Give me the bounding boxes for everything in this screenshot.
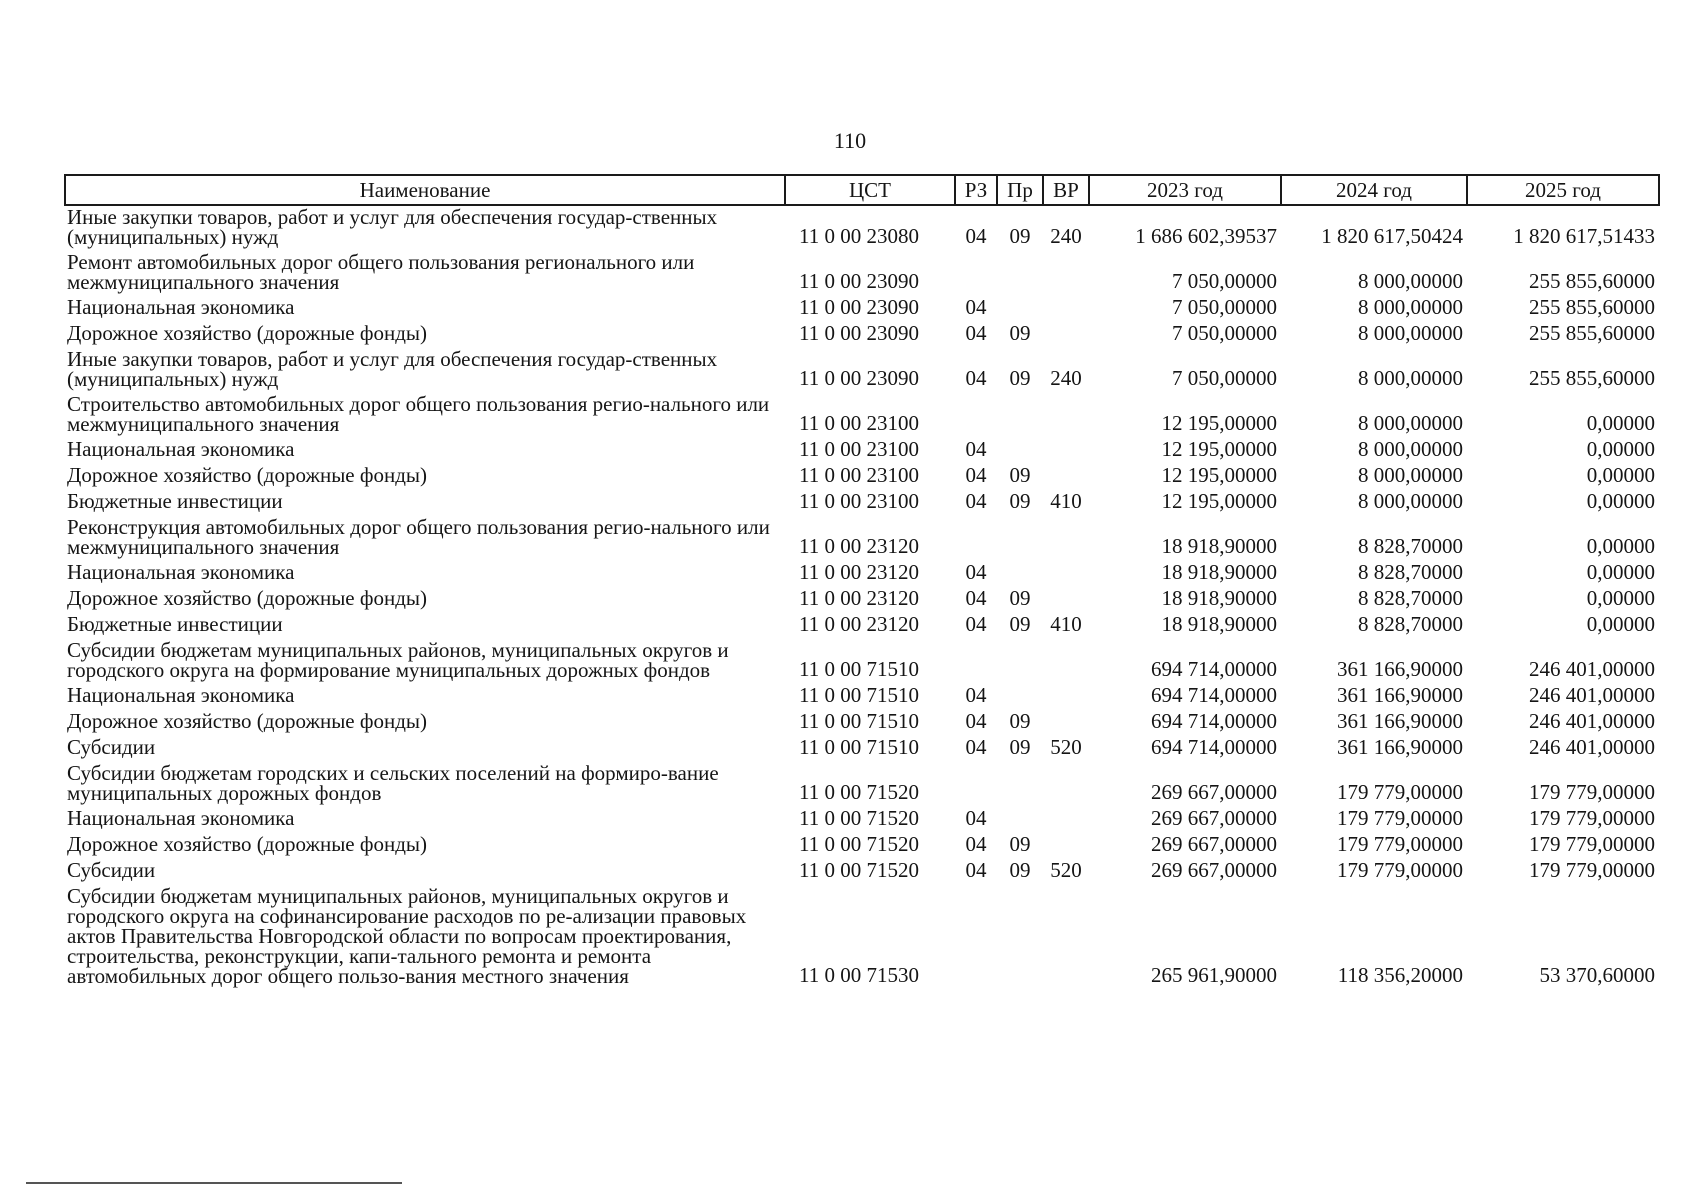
row-name: Национальная экономика — [67, 560, 295, 584]
row-pr — [997, 438, 1043, 464]
row-name: Субсидии бюджетам городских и сельских поселений на формиро-вание муниципальных дорожных фондов — [67, 761, 719, 805]
row-vr — [1043, 807, 1089, 833]
row-cst: 11 0 00 71520 — [799, 806, 919, 830]
row-value-2025: 246 401,00000 — [1529, 735, 1655, 759]
table-row — [65, 322, 1659, 348]
row-cst: 11 0 00 23100 — [799, 437, 919, 461]
row-value-2025: 0,00000 — [1586, 437, 1655, 461]
row-rz: 04 — [965, 463, 987, 487]
row-cst: 11 0 00 23090 — [799, 321, 919, 345]
row-rz — [955, 762, 997, 807]
row-value-2023: 694 714,00000 — [1151, 657, 1277, 681]
row-value-2025: 246 401,00000 — [1529, 683, 1655, 707]
row-name: Национальная экономика — [67, 683, 295, 707]
budget-table — [64, 174, 1660, 990]
row-cst: 11 0 00 23090 — [799, 269, 919, 293]
column-header-2023: 2023 год — [1089, 175, 1281, 205]
row-vr: 240 — [1050, 224, 1082, 248]
row-rz: 04 — [965, 735, 987, 759]
table-body — [65, 205, 1659, 990]
row-value-2024: 179 779,00000 — [1337, 780, 1463, 804]
row-cst: 11 0 00 23080 — [799, 224, 919, 248]
row-pr: 09 — [1009, 735, 1031, 759]
table-row — [65, 736, 1659, 762]
table-row — [65, 561, 1659, 587]
row-vr: 410 — [1050, 612, 1082, 636]
row-cst: 11 0 00 71520 — [799, 780, 919, 804]
row-vr — [1043, 561, 1089, 587]
row-value-2024: 8 000,00000 — [1358, 269, 1463, 293]
row-cst: 11 0 00 23090 — [799, 366, 919, 390]
row-vr — [1043, 516, 1089, 561]
row-pr: 09 — [1009, 612, 1031, 636]
row-vr — [1043, 710, 1089, 736]
row-pr — [997, 807, 1043, 833]
row-value-2025: 53 370,60000 — [1539, 963, 1655, 987]
row-cst: 11 0 00 23100 — [799, 489, 919, 513]
column-header-rz: РЗ — [955, 175, 997, 205]
row-pr: 09 — [1009, 321, 1031, 345]
table-row — [65, 833, 1659, 859]
row-vr: 520 — [1050, 858, 1082, 882]
row-value-2024: 8 000,00000 — [1358, 437, 1463, 461]
row-value-2023: 12 195,00000 — [1161, 463, 1277, 487]
row-value-2024: 361 166,90000 — [1337, 735, 1463, 759]
row-value-2025: 0,00000 — [1586, 560, 1655, 584]
row-pr: 09 — [1009, 224, 1031, 248]
row-name: Дорожное хозяйство (дорожные фонды) — [67, 832, 428, 856]
row-value-2023: 7 050,00000 — [1172, 269, 1277, 293]
column-header-name: Наименование — [65, 175, 785, 205]
row-cst: 11 0 00 23100 — [799, 463, 919, 487]
column-header-2024: 2024 год — [1281, 175, 1467, 205]
row-value-2024: 361 166,90000 — [1337, 657, 1463, 681]
row-pr — [997, 296, 1043, 322]
row-name: Национальная экономика — [67, 295, 295, 319]
row-pr: 09 — [1009, 586, 1031, 610]
row-value-2024: 8 828,70000 — [1358, 560, 1463, 584]
row-name: Субсидии бюджетам муниципальных районов, муниципальных округов и городского округа на софинансирование расходов по ре-ализации правовых актов Правительства Новгородской области по вопросам проектирования, строительства, реконструкции, капи-тального ремонта и ремонта автомобильных дорог общего пользо-вания местного значения — [67, 884, 747, 988]
row-rz: 04 — [965, 366, 987, 390]
table-row — [65, 205, 1659, 251]
row-cst: 11 0 00 71510 — [799, 683, 919, 707]
row-value-2024: 8 828,70000 — [1358, 612, 1463, 636]
table-row — [65, 348, 1659, 393]
row-cst: 11 0 00 71510 — [799, 657, 919, 681]
row-value-2025: 179 779,00000 — [1529, 832, 1655, 856]
row-rz — [955, 516, 997, 561]
row-value-2024: 8 000,00000 — [1358, 366, 1463, 390]
row-value-2023: 18 918,90000 — [1161, 534, 1277, 558]
table-row — [65, 490, 1659, 516]
row-value-2025: 1 820 617,51433 — [1513, 224, 1655, 248]
row-cst: 11 0 00 23100 — [799, 411, 919, 435]
column-header-2025: 2025 год — [1467, 175, 1659, 205]
row-rz: 04 — [965, 295, 987, 319]
row-cst: 11 0 00 71510 — [799, 709, 919, 733]
row-rz: 04 — [965, 612, 987, 636]
row-value-2023: 7 050,00000 — [1172, 295, 1277, 319]
row-value-2025: 179 779,00000 — [1529, 858, 1655, 882]
row-vr: 240 — [1050, 366, 1082, 390]
row-value-2025: 246 401,00000 — [1529, 709, 1655, 733]
row-value-2025: 255 855,60000 — [1529, 366, 1655, 390]
row-pr: 09 — [1009, 858, 1031, 882]
row-name: Бюджетные инвестиции — [67, 612, 283, 636]
row-name: Строительство автомобильных дорог общего пользования регио-нального или межмуниципального значения — [67, 392, 770, 436]
row-value-2025: 179 779,00000 — [1529, 806, 1655, 830]
row-name: Дорожное хозяйство (дорожные фонды) — [67, 709, 428, 733]
row-value-2025: 0,00000 — [1586, 612, 1655, 636]
row-value-2023: 7 050,00000 — [1172, 321, 1277, 345]
row-pr: 09 — [1009, 489, 1031, 513]
row-value-2023: 694 714,00000 — [1151, 735, 1277, 759]
row-vr — [1043, 296, 1089, 322]
row-cst: 11 0 00 71530 — [799, 963, 919, 987]
row-cst: 11 0 00 71520 — [799, 832, 919, 856]
row-pr — [997, 684, 1043, 710]
row-value-2023: 694 714,00000 — [1151, 709, 1277, 733]
row-vr — [1043, 393, 1089, 438]
row-value-2024: 361 166,90000 — [1337, 709, 1463, 733]
row-vr — [1043, 438, 1089, 464]
row-name: Иные закупки товаров, работ и услуг для обеспечения государ-ственных (муниципальных) нужд — [67, 205, 718, 249]
row-name: Дорожное хозяйство (дорожные фонды) — [67, 463, 428, 487]
row-value-2024: 8 000,00000 — [1358, 295, 1463, 319]
row-value-2023: 12 195,00000 — [1161, 437, 1277, 461]
row-value-2024: 118 356,20000 — [1337, 963, 1463, 987]
row-value-2023: 265 961,90000 — [1151, 963, 1277, 987]
column-header-cst: ЦСТ — [785, 175, 955, 205]
table-row — [65, 613, 1659, 639]
row-value-2025: 246 401,00000 — [1529, 657, 1655, 681]
row-value-2023: 269 667,00000 — [1151, 832, 1277, 856]
row-value-2025: 0,00000 — [1586, 411, 1655, 435]
row-rz: 04 — [965, 224, 987, 248]
row-vr — [1043, 587, 1089, 613]
row-value-2025: 0,00000 — [1586, 463, 1655, 487]
row-pr: 09 — [1009, 709, 1031, 733]
column-header-pr: Пр — [997, 175, 1043, 205]
row-vr — [1043, 885, 1089, 990]
row-rz: 04 — [965, 832, 987, 856]
row-cst: 11 0 00 23120 — [799, 560, 919, 584]
row-rz: 04 — [965, 489, 987, 513]
table-row — [65, 516, 1659, 561]
row-cst: 11 0 00 23120 — [799, 586, 919, 610]
row-rz: 04 — [965, 586, 987, 610]
table-row — [65, 762, 1659, 807]
row-rz: 04 — [965, 437, 987, 461]
row-value-2024: 8 000,00000 — [1358, 411, 1463, 435]
row-rz: 04 — [965, 858, 987, 882]
row-value-2024: 361 166,90000 — [1337, 683, 1463, 707]
table-row — [65, 464, 1659, 490]
row-value-2023: 694 714,00000 — [1151, 683, 1277, 707]
row-pr — [997, 516, 1043, 561]
row-name: Субсидии — [67, 735, 156, 759]
row-name: Дорожное хозяйство (дорожные фонды) — [67, 586, 428, 610]
row-pr — [997, 639, 1043, 684]
row-value-2023: 269 667,00000 — [1151, 806, 1277, 830]
row-value-2023: 18 918,90000 — [1161, 586, 1277, 610]
row-pr — [997, 393, 1043, 438]
row-value-2024: 1 820 617,50424 — [1321, 224, 1463, 248]
row-rz: 04 — [965, 806, 987, 830]
table-row — [65, 885, 1659, 990]
row-value-2024: 179 779,00000 — [1337, 806, 1463, 830]
row-value-2025: 0,00000 — [1586, 489, 1655, 513]
row-rz — [955, 639, 997, 684]
table-row — [65, 807, 1659, 833]
row-cst: 11 0 00 71520 — [799, 858, 919, 882]
row-name: Субсидии бюджетам муниципальных районов, муниципальных округов и городского округа на формирование муниципальных дорожных фондов — [67, 638, 729, 682]
row-rz: 04 — [965, 321, 987, 345]
row-vr: 410 — [1050, 489, 1082, 513]
row-vr — [1043, 322, 1089, 348]
row-value-2023: 18 918,90000 — [1161, 560, 1277, 584]
row-pr — [997, 885, 1043, 990]
row-rz: 04 — [965, 560, 987, 584]
row-value-2024: 8 000,00000 — [1358, 489, 1463, 513]
row-cst: 11 0 00 23090 — [799, 295, 919, 319]
row-cst: 11 0 00 23120 — [799, 612, 919, 636]
row-value-2025: 255 855,60000 — [1529, 295, 1655, 319]
row-value-2025: 0,00000 — [1586, 534, 1655, 558]
row-value-2024: 8 828,70000 — [1358, 534, 1463, 558]
row-value-2023: 18 918,90000 — [1161, 612, 1277, 636]
row-rz — [955, 251, 997, 296]
row-vr — [1043, 639, 1089, 684]
row-name: Субсидии — [67, 858, 156, 882]
table-row — [65, 587, 1659, 613]
table-row — [65, 639, 1659, 684]
row-pr: 09 — [1009, 366, 1031, 390]
row-value-2025: 179 779,00000 — [1529, 780, 1655, 804]
row-value-2024: 8 000,00000 — [1358, 321, 1463, 345]
table-row — [65, 251, 1659, 296]
row-pr: 09 — [1009, 463, 1031, 487]
row-name: Ремонт автомобильных дорог общего пользования регионального или межмуниципального значения — [67, 250, 695, 294]
row-rz: 04 — [965, 683, 987, 707]
row-vr — [1043, 684, 1089, 710]
row-rz — [955, 393, 997, 438]
row-value-2025: 0,00000 — [1586, 586, 1655, 610]
table-row — [65, 393, 1659, 438]
row-vr — [1043, 833, 1089, 859]
row-name: Дорожное хозяйство (дорожные фонды) — [67, 321, 428, 345]
row-value-2023: 12 195,00000 — [1161, 489, 1277, 513]
table-row — [65, 438, 1659, 464]
row-pr — [997, 251, 1043, 296]
column-header-vr: ВР — [1043, 175, 1089, 205]
row-value-2023: 7 050,00000 — [1172, 366, 1277, 390]
row-name: Национальная экономика — [67, 437, 295, 461]
row-rz — [955, 885, 997, 990]
row-value-2023: 1 686 602,39537 — [1135, 224, 1277, 248]
row-value-2024: 8 000,00000 — [1358, 463, 1463, 487]
footer-rule — [26, 1182, 402, 1184]
row-name: Национальная экономика — [67, 806, 295, 830]
row-vr — [1043, 251, 1089, 296]
row-name: Иные закупки товаров, работ и услуг для обеспечения государ-ственных (муниципальных) нужд — [67, 347, 718, 391]
row-vr — [1043, 762, 1089, 807]
row-value-2025: 255 855,60000 — [1529, 269, 1655, 293]
row-vr: 520 — [1050, 735, 1082, 759]
row-value-2023: 269 667,00000 — [1151, 780, 1277, 804]
row-cst: 11 0 00 71510 — [799, 735, 919, 759]
row-value-2024: 179 779,00000 — [1337, 832, 1463, 856]
row-rz: 04 — [965, 709, 987, 733]
row-value-2024: 8 828,70000 — [1358, 586, 1463, 610]
table-row — [65, 710, 1659, 736]
row-value-2023: 12 195,00000 — [1161, 411, 1277, 435]
row-pr — [997, 762, 1043, 807]
row-name: Реконструкция автомобильных дорог общего пользования регио-нального или межмуниципального значения — [67, 515, 770, 559]
table-row — [65, 684, 1659, 710]
row-value-2023: 269 667,00000 — [1151, 858, 1277, 882]
row-name: Бюджетные инвестиции — [67, 489, 283, 513]
row-cst: 11 0 00 23120 — [799, 534, 919, 558]
row-vr — [1043, 464, 1089, 490]
row-value-2025: 255 855,60000 — [1529, 321, 1655, 345]
table-row — [65, 296, 1659, 322]
row-pr: 09 — [1009, 832, 1031, 856]
table-header-row — [65, 175, 1659, 205]
row-value-2024: 179 779,00000 — [1337, 858, 1463, 882]
row-pr — [997, 561, 1043, 587]
table-row — [65, 859, 1659, 885]
page-number: 110 — [833, 128, 867, 153]
